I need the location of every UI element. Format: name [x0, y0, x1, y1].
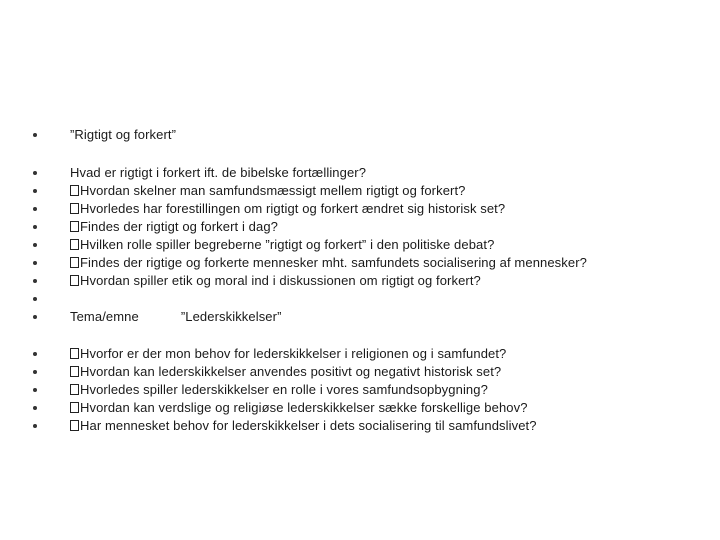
list-item: [0, 399, 720, 417]
missing-glyph-box-icon: [70, 384, 79, 395]
list-item: [0, 200, 720, 218]
list-item-text: Hvorledes har forestillingen om rigtigt og forkert ændret sig historisk set?: [80, 201, 506, 216]
missing-glyph-box-icon: [70, 185, 79, 196]
bullet-dot: [33, 424, 37, 428]
heading-rigtigt-og-forkert: ”Rigtigt og forkert”: [70, 127, 177, 142]
list-item: [0, 254, 720, 272]
missing-glyph-box-icon: [70, 366, 79, 377]
list-item-content: [70, 218, 278, 236]
missing-glyph-box-icon: [70, 348, 79, 359]
list-item: [0, 236, 720, 254]
list-item-text: Har mennesket behov for lederskikkelser i dets socialisering til samfundslivet?: [80, 418, 537, 433]
list-item-content: [70, 399, 528, 417]
list-item: [0, 182, 720, 200]
theme-label: Tema/emne: [70, 309, 139, 324]
list-item-text: Hvorledes spiller lederskikkelser en rolle i vores samfundsopbygning?: [80, 382, 488, 397]
list-item-text: Findes der rigtigt og forkert i dag?: [80, 219, 278, 234]
bullet-dot: [33, 388, 37, 392]
missing-glyph-box-icon: [70, 203, 79, 214]
missing-glyph-box-icon: [70, 257, 79, 268]
list-item: [0, 345, 720, 363]
list-item-content: [70, 272, 481, 290]
list-item-text: Hvilken rolle spiller begreberne ”rigtigt og forkert” i den politiske debat?: [80, 237, 495, 252]
list-item-content: [70, 381, 488, 399]
bullet-dot: [33, 189, 37, 193]
bullet-dot: [33, 207, 37, 211]
missing-glyph-box-icon: [70, 221, 79, 232]
list-item-content: [70, 417, 537, 435]
list-item-text: Hvordan skelner man samfundsmæssigt mellem rigtigt og forkert?: [80, 183, 466, 198]
list-item: [0, 164, 720, 182]
theme-content: [70, 308, 282, 326]
list-item-content: [70, 236, 494, 254]
bullet-dot: [33, 315, 37, 319]
bullet-dot: [33, 243, 37, 247]
missing-glyph-box-icon: [70, 420, 79, 431]
list-item-content: [70, 200, 505, 218]
bullet-dot: [33, 352, 37, 356]
list-item: [0, 363, 720, 381]
theme-row: [0, 308, 720, 326]
bullet-dot: [33, 370, 37, 374]
missing-glyph-box-icon: [70, 239, 79, 250]
list-item-text: Hvad er rigtigt i forkert ift. de bibelske fortællinger?: [70, 165, 367, 180]
list-item-text: Findes der rigtige og forkerte mennesker mht. samfundets socialisering af mennesker?: [80, 255, 587, 270]
list-item: [0, 381, 720, 399]
bullet-dot: [33, 279, 37, 283]
list-item: [0, 218, 720, 236]
bullet-row-heading-rigtigt: [0, 126, 720, 144]
bullet-dot: [33, 133, 37, 137]
list-item-text: Hvordan kan lederskikkelser anvendes positivt og negativt historisk set?: [80, 364, 502, 379]
list-item-content: [70, 254, 587, 272]
bullet-dot: [33, 261, 37, 265]
list-item-text: Hvorfor er der mon behov for lederskikkelser i religionen og i samfundet?: [80, 346, 507, 361]
list-item-content: [70, 345, 506, 363]
list-item: [0, 417, 720, 435]
list-item-content: [70, 182, 466, 200]
empty-bullet-row: [0, 290, 720, 308]
bullet-dot: [33, 225, 37, 229]
list-item-content: [70, 363, 501, 381]
bullet-dot: [33, 406, 37, 410]
missing-glyph-box-icon: [70, 402, 79, 413]
list-item-text: Hvordan kan verdslige og religiøse lederskikkelser sække forskellige behov?: [80, 400, 528, 415]
list-item: [0, 272, 720, 290]
list-item-text: Hvordan spiller etik og moral ind i diskussionen om rigtigt og forkert?: [80, 273, 481, 288]
missing-glyph-box-icon: [70, 275, 79, 286]
theme-value: ”Lederskikkelser”: [180, 309, 282, 324]
bullet-dot: [33, 171, 37, 175]
bullet-dot: [33, 297, 37, 301]
